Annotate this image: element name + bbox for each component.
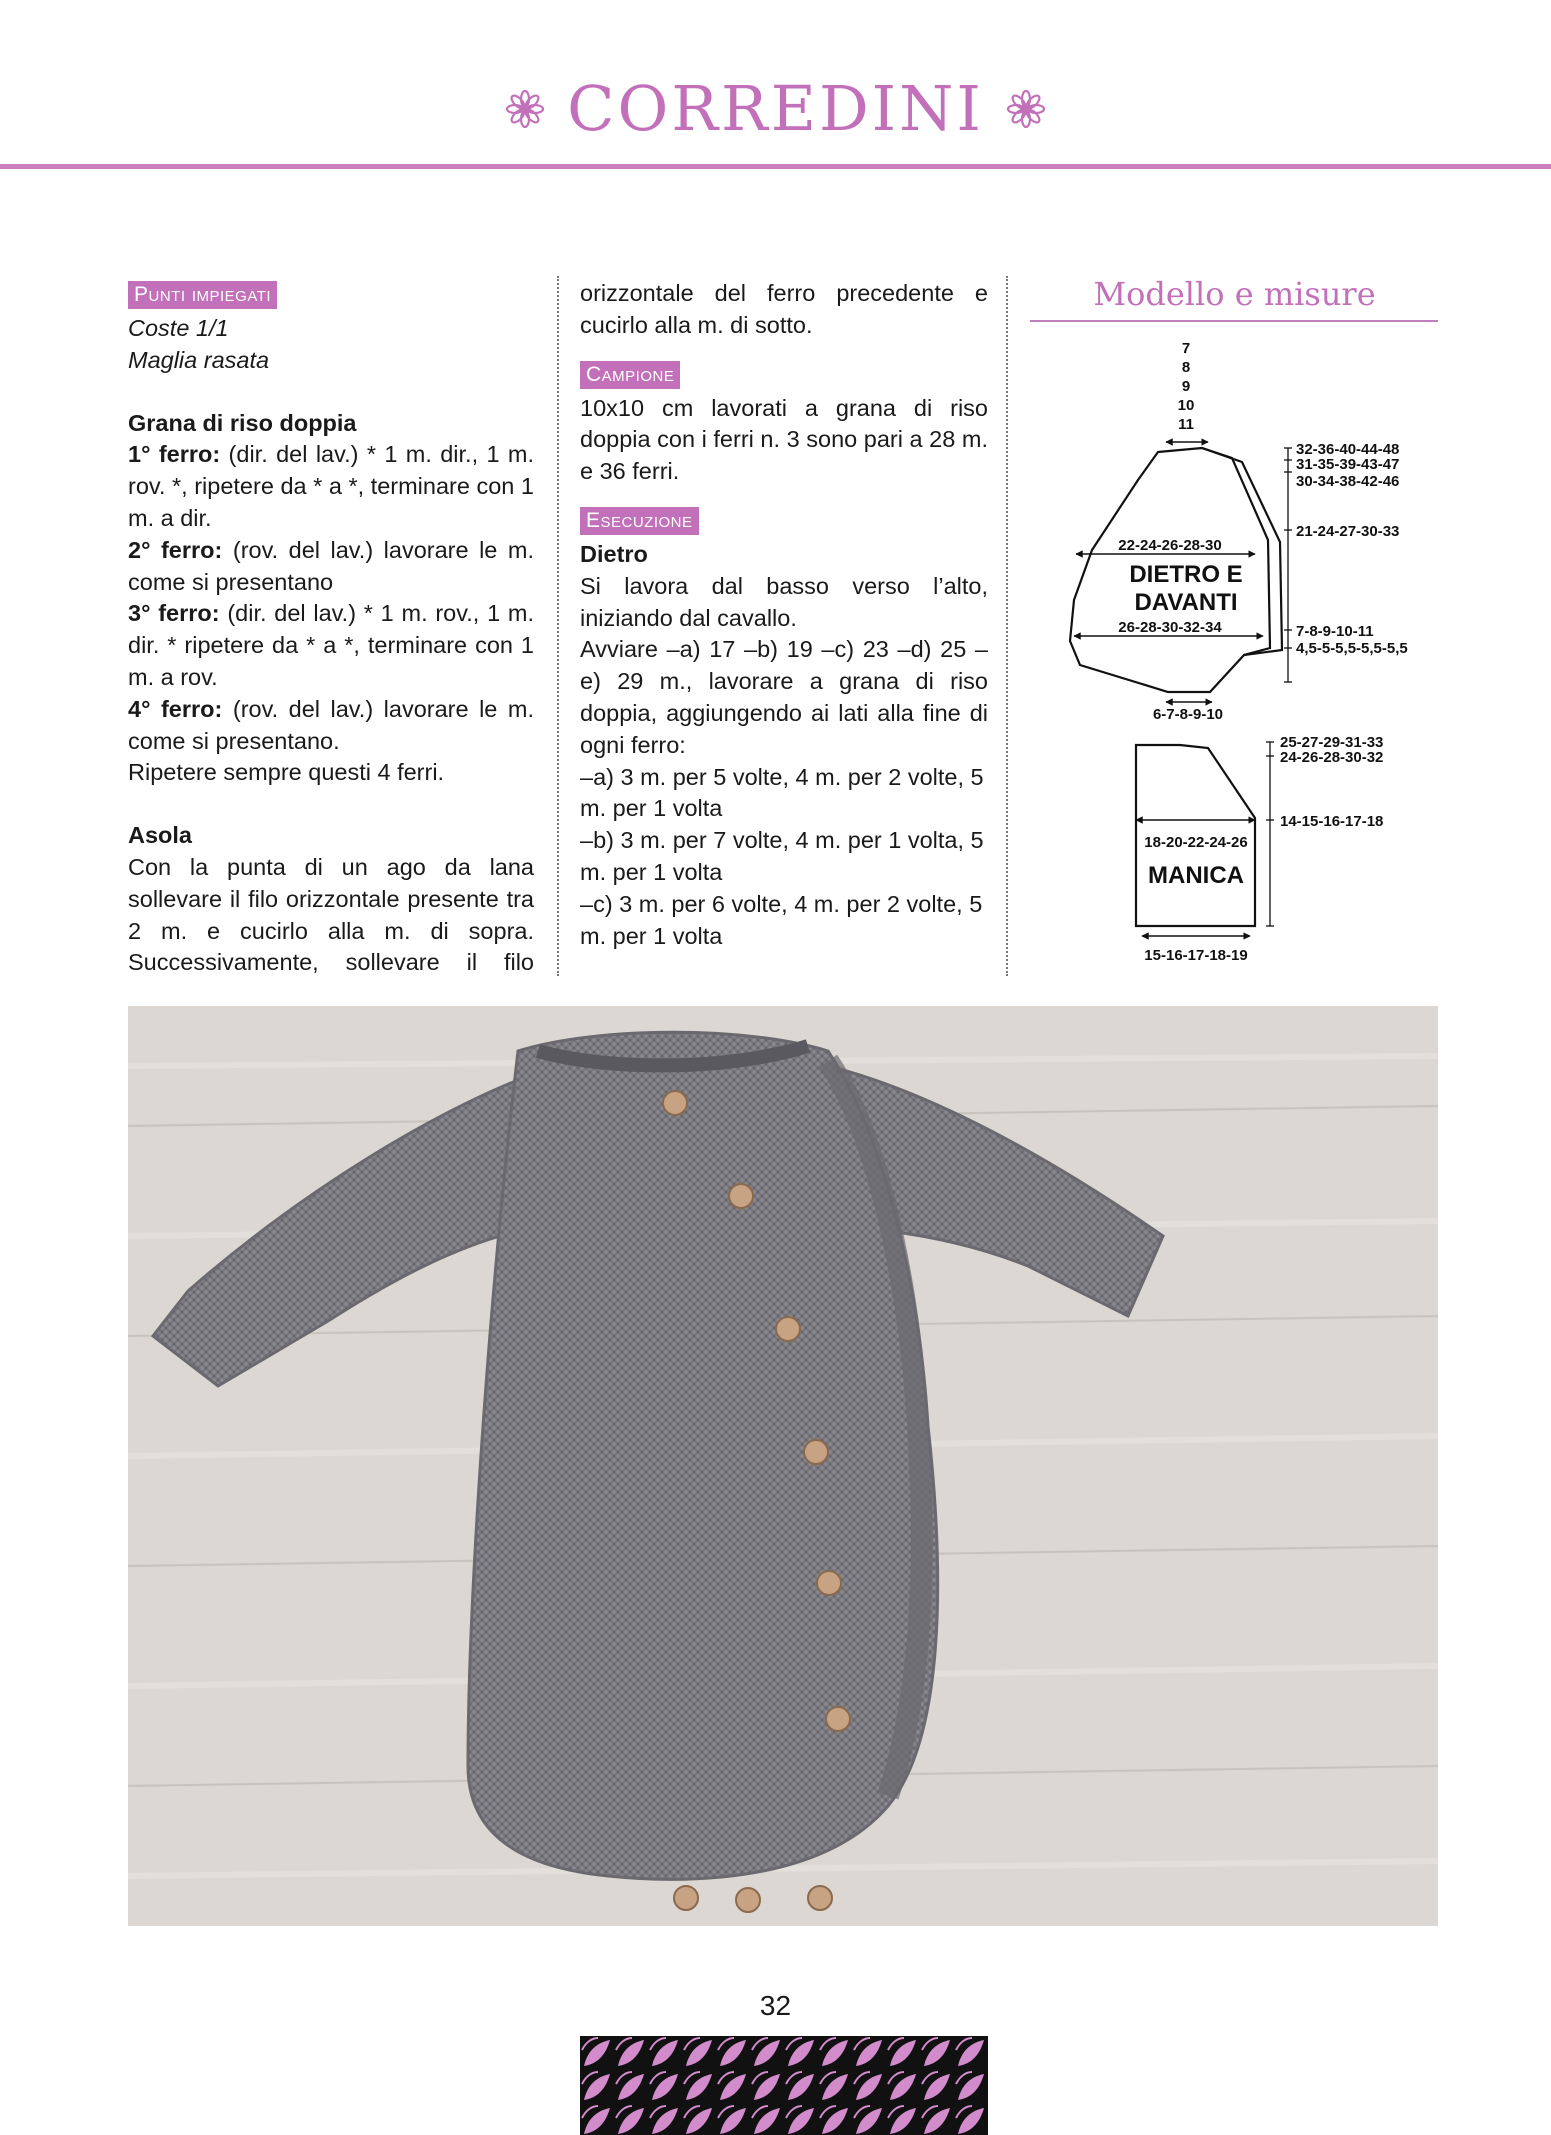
- page-header: [0, 0, 1551, 170]
- text-column-1: [128, 278, 534, 979]
- width-top-label: 22-24-26-28-30: [1118, 537, 1222, 554]
- flower-ornament-icon: [1006, 89, 1046, 129]
- diagram-title: Modello e misure: [1093, 275, 1376, 313]
- row-instruction: 4° ferro: (rov. del lav.) lavorare le m. come si presentano.: [128, 695, 534, 754]
- column-divider: [557, 276, 559, 976]
- asola-text: Con la punta di un ago da lana sollevare il filo orizzontale presente tra 2 m. e cucirlo alla m. di sopra. Successivamente, sollevare il filo: [128, 853, 534, 976]
- row-instruction: 3° ferro: (dir. del lav.) * 1 m. rov., 1 m. dir. * ripetere da * a *, terminare con 1 m. a rov.: [128, 600, 534, 690]
- section-title: [505, 72, 1046, 145]
- sleeve-height-scale: [1266, 742, 1274, 926]
- height-label: 31-35-39-43-47: [1296, 456, 1400, 473]
- height-label: 4,5-5-5,5-5,5-5,5: [1296, 640, 1408, 657]
- repeat-note: Ripetere sempre questi 4 ferri.: [128, 759, 445, 786]
- sleeve-label: MANICA: [1148, 862, 1244, 889]
- section-tag-campione: Campione: [580, 361, 680, 389]
- list-item: –b) 3 m. per 7 volte, 4 m. per 1 volta, 5 m. per 1 volta: [580, 827, 984, 885]
- subheading-asola: Asola: [128, 822, 192, 849]
- height-label: 7-8-9-10-11: [1296, 623, 1374, 640]
- page-title: CORREDINI: [567, 72, 984, 145]
- measurement-diagram: [1030, 330, 1440, 980]
- neck-value: 9: [1181, 378, 1191, 395]
- height-label: 30-34-38-42-46: [1296, 473, 1400, 490]
- width-bottom-label: 26-28-30-32-34: [1118, 619, 1222, 636]
- stitch-item: Maglia rasata: [128, 346, 270, 373]
- row-instruction: 1° ferro: (dir. del lav.) * 1 m. dir., 1 m. rov. *, ripetere da * a *, terminare con 1 m. a dir.: [128, 441, 534, 531]
- avviare-text: Avviare –a) 17 –b) 19 –c) 23 –d) 25 –e) 29 m., lavorare a grana di riso doppia, aggiungendo ai lati alla fine di ogni ferro:: [580, 636, 988, 758]
- body-height-scale: [1284, 448, 1292, 682]
- body-label: DAVANTI: [1134, 589, 1238, 616]
- neck-value: 10: [1177, 397, 1195, 414]
- crotch-width-label: 6-7-8-9-10: [1152, 706, 1224, 723]
- sleeve-bottom-label: 15-16-17-18-19: [1144, 947, 1248, 964]
- neck-value: 8: [1181, 359, 1191, 376]
- continuation-text: orizzontale del ferro precedente e cucirlo alla m. di sotto.: [580, 280, 988, 338]
- sleeve-height-label: 24-26-28-30-32: [1280, 749, 1384, 766]
- subheading-dietro: Dietro: [580, 540, 648, 567]
- sleeve-height-label: 25-27-29-31-33: [1280, 734, 1384, 751]
- stitch-item: Coste 1/1: [128, 315, 229, 341]
- subheading-grana: Grana di riso doppia: [128, 409, 357, 436]
- list-item: –c) 3 m. per 6 volte, 4 m. per 2 volte, 5 m. per 1 volta: [580, 890, 983, 949]
- column-divider: [1006, 276, 1008, 976]
- flower-ornament-icon: [505, 89, 545, 129]
- campione-text: 10x10 cm lavorati a grana di riso doppia con i ferri n. 3 sono pari a 28 m. e 36 ferri.: [580, 394, 988, 485]
- knit-pattern-swatch: [580, 2036, 988, 2135]
- list-item: –a) 3 m. per 5 volte, 4 m. per 2 volte, 5 m. per 1 volta: [580, 763, 984, 822]
- dietro-text: Si lavora dal basso verso l’alto, iniziando dal cavallo.: [580, 572, 988, 631]
- height-label: 32-36-40-44-48: [1296, 441, 1400, 458]
- page-number: 32: [759, 1990, 792, 2021]
- diagram-rule: [1030, 320, 1438, 322]
- neck-value: 7: [1181, 340, 1191, 357]
- section-tag-punti: Punti impiegati: [128, 281, 277, 309]
- header-rule: [0, 164, 1551, 169]
- row-instruction: 2° ferro: (rov. del lav.) lavorare le m. come si presentano: [128, 536, 534, 595]
- body-label: DIETRO E: [1129, 561, 1243, 588]
- text-column-2: [580, 278, 988, 952]
- sleeve-width-label: 18-20-22-24-26: [1144, 834, 1248, 851]
- section-tag-esecuzione: Esecuzione: [580, 507, 699, 535]
- product-photo: [128, 1006, 1438, 1926]
- neck-value: 11: [1178, 416, 1194, 433]
- sleeve-height-label: 14-15-16-17-18: [1280, 813, 1384, 830]
- height-label: 21-24-27-30-33: [1296, 523, 1400, 540]
